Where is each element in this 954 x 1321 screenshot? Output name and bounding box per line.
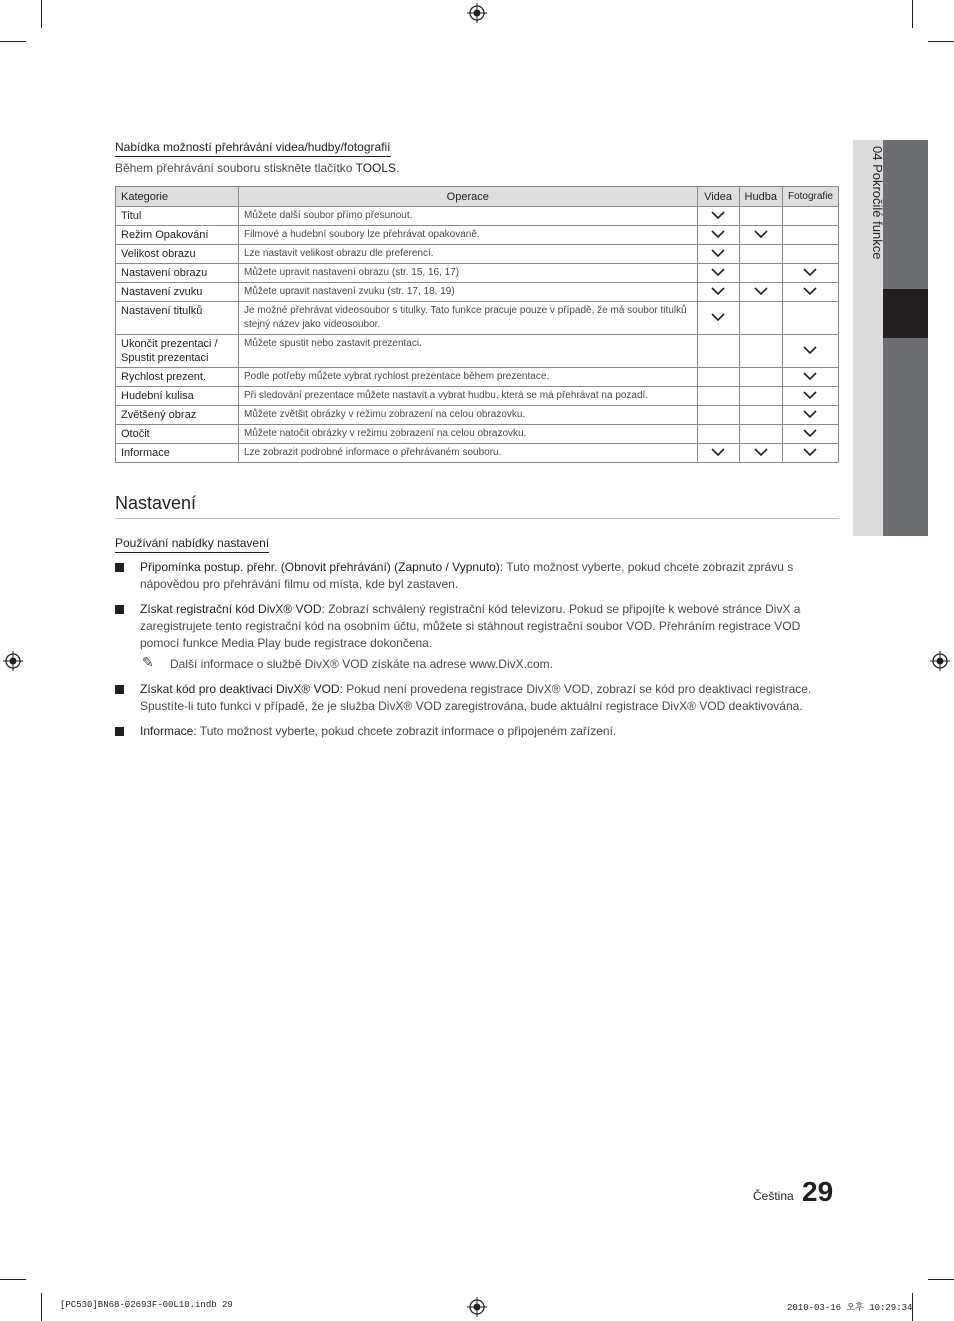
registration-mark-icon: [467, 1297, 487, 1317]
check-icon: [754, 287, 768, 295]
note-pencil-icon: ✎: [142, 654, 154, 670]
cell-video: [697, 283, 739, 302]
row-operation: Můžete další soubor přímo přesunout.: [239, 207, 698, 226]
cell-photo: [782, 245, 838, 264]
cell-music: [739, 425, 782, 444]
header-video: Videa: [697, 187, 739, 207]
table-row: [116, 387, 839, 406]
tools-key: TOOLS: [355, 161, 397, 175]
check-icon: [803, 410, 817, 418]
cell-music: [739, 264, 782, 283]
intro-suffix: .: [396, 161, 400, 175]
page-number: 29: [802, 1176, 834, 1207]
table-row: [116, 425, 839, 444]
registration-mark-icon: [467, 3, 487, 23]
row-operation: Můžete upravit nastavení zvuku (str. 17, 18, 19): [239, 283, 698, 302]
crop-mark: [912, 0, 913, 28]
crop-mark: [41, 0, 42, 28]
header-operation: Operace: [239, 187, 698, 207]
header-category: Kategorie: [116, 187, 239, 207]
options-table: [115, 186, 839, 463]
check-icon: [803, 448, 817, 456]
table-header-row: [116, 187, 839, 207]
cell-music: [739, 335, 782, 368]
cell-music: [739, 444, 782, 463]
row-operation: Podle potřeby můžete vybrat rychlost prezentace během prezentace.: [239, 368, 698, 387]
cell-photo: [782, 387, 838, 406]
cell-photo: [782, 368, 838, 387]
cell-music: [739, 207, 782, 226]
chapter-tab: [853, 140, 928, 536]
check-icon: [803, 346, 817, 354]
cell-video: [697, 226, 739, 245]
cell-photo: [782, 207, 838, 226]
crop-mark: [0, 41, 26, 42]
table-row: [116, 245, 839, 264]
item-note: [140, 656, 839, 673]
row-operation: Je možné přehrávat videosoubor s titulky. Tato funkce pracuje pouze v případě, že má soubor titulků stejný název jako videosoubor.: [239, 302, 698, 335]
row-category: Hudební kulisa: [116, 387, 239, 406]
bullet-square-icon: [115, 605, 124, 614]
check-icon: [803, 372, 817, 380]
row-operation: Můžete upravit nastavení obrazu (str. 15, 16, 17): [239, 264, 698, 283]
settings-item: [115, 559, 839, 593]
cell-video: [697, 406, 739, 425]
item-text: : Pokud není provedena registrace DivX® VOD, zobrazí se kód pro deaktivaci registrace. Spustíte-li tuto funkci v případě, že je služba DivX® VOD zaregistrována, bude aktuální registrace DivX® VOD deaktivována.: [140, 682, 812, 713]
settings-item: [115, 723, 839, 740]
row-operation: Můžete zvětšit obrázky v režimu zobrazení na celou obrazovku.: [239, 406, 698, 425]
table-row: [116, 335, 839, 368]
imprint-right: 2010-03-16 오후 10:29:34: [787, 1303, 913, 1313]
cell-video: [697, 264, 739, 283]
item-term: Připomínka postup. přehr. (Obnovit přehrávání) (Zapnuto / Vypnuto): [140, 560, 500, 574]
table-row: [116, 226, 839, 245]
row-category: Rychlost prezent.: [116, 368, 239, 387]
bullet-square-icon: [115, 685, 124, 694]
cell-music: [739, 387, 782, 406]
row-category: Velikost obrazu: [116, 245, 239, 264]
item-text: : Tuto možnost vyberte, pokud chcete zobrazit zprávu s nápovědou pro přehrávání filmu od místa, kde byl zastaven.: [140, 560, 794, 591]
footer-language: Čeština: [753, 1189, 794, 1203]
table-row: [116, 283, 839, 302]
cell-music: [739, 226, 782, 245]
row-operation: Můžete spustit nebo zastavit prezentaci.: [239, 335, 698, 368]
row-operation: Lze nastavit velikost obrazu dle preferencí.: [239, 245, 698, 264]
item-term: Získat registrační kód DivX® VOD: [140, 602, 322, 616]
row-operation: Můžete natočit obrázky v režimu zobrazení na celou obrazovku.: [239, 425, 698, 444]
crop-mark: [928, 1279, 954, 1280]
cell-video: [697, 302, 739, 335]
cell-video: [697, 387, 739, 406]
row-category: Režim Opakování: [116, 226, 239, 245]
check-icon: [711, 313, 725, 321]
settings-subheading: Používání nabídky nastavení: [115, 536, 269, 553]
row-category: Nastavení zvuku: [116, 283, 239, 302]
cell-photo: [782, 425, 838, 444]
table-row: [116, 406, 839, 425]
table-body: [116, 207, 839, 463]
item-text: : Zobrazí schválený registrační kód televizoru. Pokud se připojíte k webové stránce DivX a zaregistrujete tento registrační kód na osobním účtu, můžete si stáhnout registrační soubor VOD. Přehráním registrace VOD pomocí funkce Media Play bude registrace dokončena.: [140, 602, 801, 650]
section-intro: [115, 161, 399, 175]
cell-photo: [782, 283, 838, 302]
cell-video: [697, 425, 739, 444]
row-operation: Filmové a hudební soubory lze přehrávat opakovaně.: [239, 226, 698, 245]
cell-music: [739, 283, 782, 302]
check-icon: [803, 429, 817, 437]
cell-music: [739, 368, 782, 387]
note-text: Další informace o službě DivX® VOD získáte na adrese www.DivX.com.: [170, 657, 553, 671]
check-icon: [803, 287, 817, 295]
row-category: Nastavení obrazu: [116, 264, 239, 283]
settings-list: [115, 559, 839, 748]
cell-video: [697, 207, 739, 226]
row-category: Zvětšený obraz: [116, 406, 239, 425]
row-category: Ukončit prezentaci / Spustit prezentaci: [116, 335, 239, 368]
settings-item: [115, 681, 839, 715]
section-heading: Nabídka možností přehrávání videa/hudby/fotografií: [115, 140, 391, 157]
check-icon: [711, 287, 725, 295]
cell-photo: [782, 444, 838, 463]
crop-mark: [41, 1293, 42, 1321]
cell-photo: [782, 226, 838, 245]
cell-photo: [782, 302, 838, 335]
check-icon: [803, 268, 817, 276]
cell-video: [697, 444, 739, 463]
table-row: [116, 264, 839, 283]
cell-photo: [782, 264, 838, 283]
row-operation: Při sledování prezentace můžete nastavit a vybrat hudbu, která se má přehrávat na pozadí.: [239, 387, 698, 406]
cell-music: [739, 245, 782, 264]
settings-item: [115, 601, 839, 673]
table-row: [116, 444, 839, 463]
item-term: Získat kód pro deaktivaci DivX® VOD: [140, 682, 340, 696]
item-text: : Tuto možnost vyberte, pokud chcete zobrazit informace o připojeném zařízení.: [193, 724, 617, 738]
header-photo: Fotografie: [782, 187, 838, 207]
row-operation: Lze zobrazit podrobné informace o přehrávaném souboru.: [239, 444, 698, 463]
crop-mark: [0, 1279, 26, 1280]
header-music: Hudba: [739, 187, 782, 207]
cell-photo: [782, 335, 838, 368]
table-row: [116, 207, 839, 226]
chapter-label: 04 Pokročilé funkce: [870, 146, 885, 260]
settings-title: Nastavení: [115, 493, 839, 519]
intro-text: Během přehrávání souboru stiskněte tlačítko: [115, 161, 356, 175]
cell-photo: [782, 406, 838, 425]
row-category: Nastavení titulků: [116, 302, 239, 335]
cell-music: [739, 406, 782, 425]
cell-video: [697, 335, 739, 368]
check-icon: [711, 448, 725, 456]
registration-mark-icon: [3, 651, 23, 671]
bullet-square-icon: [115, 727, 124, 736]
crop-mark: [928, 41, 954, 42]
row-category: Otočit: [116, 425, 239, 444]
table-row: [116, 368, 839, 387]
row-category: Informace: [116, 444, 239, 463]
check-icon: [711, 211, 725, 219]
item-term: Informace: [140, 724, 194, 738]
registration-mark-icon: [930, 651, 950, 671]
row-category: Titul: [116, 207, 239, 226]
check-icon: [754, 448, 768, 456]
cell-video: [697, 368, 739, 387]
cell-music: [739, 302, 782, 335]
bullet-square-icon: [115, 563, 124, 572]
cell-video: [697, 245, 739, 264]
check-icon: [754, 230, 768, 238]
check-icon: [711, 268, 725, 276]
imprint-left: [PC530]BN68-02693F-00L10.indb 29: [60, 1300, 233, 1310]
check-icon: [803, 391, 817, 399]
check-icon: [711, 249, 725, 257]
check-icon: [711, 230, 725, 238]
table-row: [116, 302, 839, 335]
